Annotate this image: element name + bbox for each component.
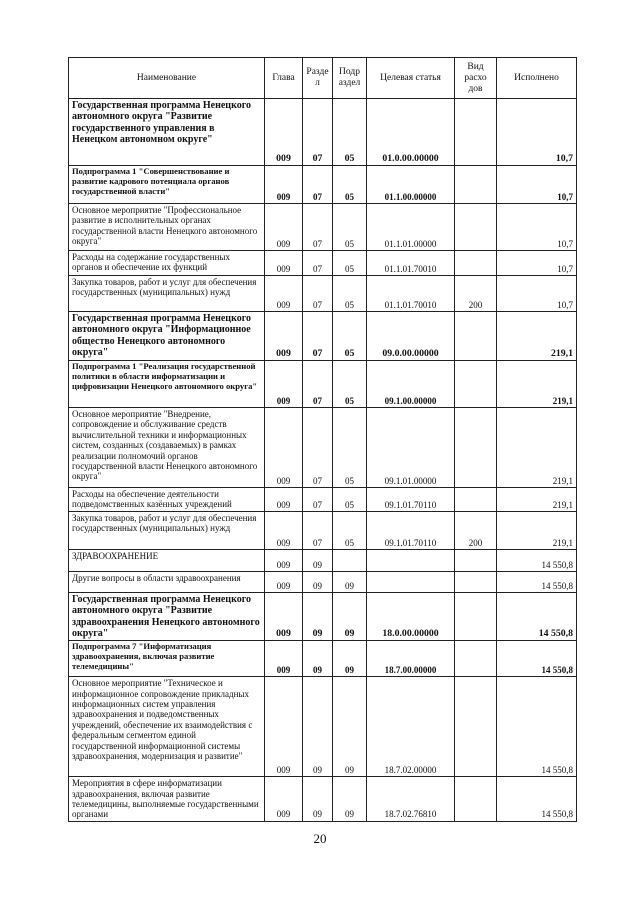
cell-podrazdel: 05 bbox=[333, 251, 367, 276]
cell-tselevaya: 18.7.00.00000 bbox=[367, 641, 455, 677]
cell-vid bbox=[455, 251, 497, 276]
cell-vid bbox=[455, 408, 497, 488]
table-row bbox=[69, 166, 577, 204]
cell-razdel: 07 bbox=[303, 408, 333, 488]
cell-tselevaya: 09.1.00.00000 bbox=[367, 361, 455, 408]
cell-glava: 009 bbox=[265, 251, 303, 276]
cell-podrazdel: 05 bbox=[333, 204, 367, 251]
cell-name: Государственная программа Ненецкого автономного округа "Развитие здравоохранения Ненецкого автономного округа" bbox=[69, 593, 265, 641]
cell-name: Расходы на обеспечение деятельности подведомственных казённых учреждений bbox=[69, 488, 265, 512]
cell-ispolneno: 14 550,8 bbox=[497, 550, 577, 572]
cell-glava: 009 bbox=[265, 512, 303, 550]
cell-vid bbox=[455, 641, 497, 677]
cell-ispolneno: 14 550,8 bbox=[497, 641, 577, 677]
cell-vid bbox=[455, 204, 497, 251]
cell-podrazdel: 05 bbox=[333, 99, 367, 166]
cell-podrazdel: 09 bbox=[333, 777, 367, 822]
table-row bbox=[69, 312, 577, 361]
table-row bbox=[69, 251, 577, 276]
table-row bbox=[69, 408, 577, 488]
cell-razdel: 07 bbox=[303, 204, 333, 251]
cell-podrazdel: 09 bbox=[333, 677, 367, 777]
header-row bbox=[69, 58, 577, 99]
table-row bbox=[69, 593, 577, 641]
cell-razdel: 07 bbox=[303, 251, 333, 276]
cell-vid bbox=[455, 488, 497, 512]
table-row bbox=[69, 276, 577, 312]
cell-tselevaya: 18.7.02.00000 bbox=[367, 677, 455, 777]
cell-name: Закупка товаров, работ и услуг для обеспечения государственных (муниципальных) нужд bbox=[69, 276, 265, 312]
cell-podrazdel: 05 bbox=[333, 361, 367, 408]
cell-name: ЗДРАВООХРАНЕНИЕ bbox=[69, 550, 265, 572]
cell-ispolneno: 219,1 bbox=[497, 361, 577, 408]
cell-name: Мероприятия в сфере информатизации здравоохранения, включая развитие телемедицины, выполняемые государственными органами bbox=[69, 777, 265, 822]
cell-razdel: 09 bbox=[303, 593, 333, 641]
cell-ispolneno: 14 550,8 bbox=[497, 572, 577, 593]
cell-ispolneno: 10,7 bbox=[497, 99, 577, 166]
table-row bbox=[69, 99, 577, 166]
cell-razdel: 07 bbox=[303, 166, 333, 204]
cell-vid bbox=[455, 572, 497, 593]
table-row bbox=[69, 361, 577, 408]
cell-razdel: 09 bbox=[303, 550, 333, 572]
cell-tselevaya: 09.1.01.00000 bbox=[367, 408, 455, 488]
cell-glava: 009 bbox=[265, 312, 303, 361]
cell-glava: 009 bbox=[265, 572, 303, 593]
cell-name: Основное мероприятие "Техническое и информационное сопровождение прикладных информационных систем управления здравоохранения и подведомственных учреждений, обеспечение их взаимодействия с федеральным сегментом единой государственной информационной системы здравоохранения, модернизация и развитие" bbox=[69, 677, 265, 777]
cell-tselevaya: 01.1.01.70010 bbox=[367, 276, 455, 312]
cell-name: Подпрограмма 1 "Совершенствование и развитие кадрового потенциала органов государственной власти" bbox=[69, 166, 265, 204]
cell-vid bbox=[455, 550, 497, 572]
cell-name: Подпрограмма 7 "Информатизация здравоохранения, включая развитие телемедицины" bbox=[69, 641, 265, 677]
cell-vid bbox=[455, 777, 497, 822]
cell-ispolneno: 14 550,8 bbox=[497, 777, 577, 822]
cell-podrazdel bbox=[333, 550, 367, 572]
cell-razdel: 09 bbox=[303, 572, 333, 593]
cell-ispolneno: 219,1 bbox=[497, 488, 577, 512]
cell-razdel: 07 bbox=[303, 361, 333, 408]
cell-glava: 009 bbox=[265, 204, 303, 251]
cell-ispolneno: 14 550,8 bbox=[497, 593, 577, 641]
cell-tselevaya: 09.1.01.70110 bbox=[367, 512, 455, 550]
header-tselevaya-statya: Целевая статья bbox=[367, 58, 455, 99]
table-row bbox=[69, 677, 577, 777]
cell-vid bbox=[455, 166, 497, 204]
cell-podrazdel: 05 bbox=[333, 488, 367, 512]
cell-glava: 009 bbox=[265, 99, 303, 166]
cell-podrazdel: 05 bbox=[333, 512, 367, 550]
cell-razdel: 07 bbox=[303, 99, 333, 166]
cell-name: Основное мероприятие "Внедрение, сопровождение и обслуживание средств вычислительной техники и информационных систем, созданных (создаваемых) в рамках реализации полномочий органов государственной власти Ненецкого автономного округа" bbox=[69, 408, 265, 488]
cell-glava: 009 bbox=[265, 677, 303, 777]
cell-name: Государственная программа Ненецкого автономного округа "Информационное общество Ненецкого автономного округа" bbox=[69, 312, 265, 361]
cell-razdel: 07 bbox=[303, 312, 333, 361]
table-row bbox=[69, 550, 577, 572]
cell-vid bbox=[455, 312, 497, 361]
table-row bbox=[69, 488, 577, 512]
table-row bbox=[69, 777, 577, 822]
cell-podrazdel: 05 bbox=[333, 166, 367, 204]
cell-ispolneno: 10,7 bbox=[497, 204, 577, 251]
table-row bbox=[69, 641, 577, 677]
cell-glava: 009 bbox=[265, 550, 303, 572]
cell-razdel: 07 bbox=[303, 276, 333, 312]
cell-vid bbox=[455, 593, 497, 641]
cell-razdel: 09 bbox=[303, 641, 333, 677]
cell-glava: 009 bbox=[265, 408, 303, 488]
cell-tselevaya: 01.1.01.70010 bbox=[367, 251, 455, 276]
cell-podrazdel: 05 bbox=[333, 408, 367, 488]
cell-razdel: 07 bbox=[303, 488, 333, 512]
cell-vid: 200 bbox=[455, 276, 497, 312]
cell-podrazdel: 09 bbox=[333, 572, 367, 593]
cell-tselevaya: 01.0.00.00000 bbox=[367, 99, 455, 166]
header-vid-raskhodov: Вид расхо дов bbox=[455, 58, 497, 99]
cell-ispolneno: 219,1 bbox=[497, 512, 577, 550]
cell-name: Государственная программа Ненецкого автономного округа "Развитие государственного управления в Ненецком автономном округе" bbox=[69, 99, 265, 166]
cell-vid bbox=[455, 99, 497, 166]
header-name: Наименование bbox=[69, 58, 265, 99]
cell-ispolneno: 219,1 bbox=[497, 312, 577, 361]
cell-ispolneno: 10,7 bbox=[497, 276, 577, 312]
cell-glava: 009 bbox=[265, 641, 303, 677]
table-row bbox=[69, 572, 577, 593]
cell-name: Другие вопросы в области здравоохранения bbox=[69, 572, 265, 593]
cell-tselevaya: 01.1.01.00000 bbox=[367, 204, 455, 251]
cell-name: Подпрограмма 1 "Реализация государственной политики в области информатизации и цифровизации Ненецкого автономного округа" bbox=[69, 361, 265, 408]
table-row bbox=[69, 512, 577, 550]
cell-vid: 200 bbox=[455, 512, 497, 550]
cell-ispolneno: 219,1 bbox=[497, 408, 577, 488]
cell-tselevaya: 09.0.00.00000 bbox=[367, 312, 455, 361]
cell-tselevaya: 18.0.00.00000 bbox=[367, 593, 455, 641]
cell-podrazdel: 05 bbox=[333, 312, 367, 361]
cell-podrazdel: 05 bbox=[333, 276, 367, 312]
table-row bbox=[69, 204, 577, 251]
cell-tselevaya bbox=[367, 572, 455, 593]
cell-ispolneno: 10,7 bbox=[497, 251, 577, 276]
cell-tselevaya: 01.1.00.00000 bbox=[367, 166, 455, 204]
cell-name: Основное мероприятие "Профессиональное развитие в исполнительных органах государственной власти Ненецкого автономного округа" bbox=[69, 204, 265, 251]
cell-glava: 009 bbox=[265, 593, 303, 641]
header-podrazdel: Подр аздел bbox=[333, 58, 367, 99]
cell-tselevaya: 09.1.01.70110 bbox=[367, 488, 455, 512]
cell-glava: 009 bbox=[265, 166, 303, 204]
cell-podrazdel: 09 bbox=[333, 641, 367, 677]
cell-glava: 009 bbox=[265, 361, 303, 408]
cell-podrazdel: 09 bbox=[333, 593, 367, 641]
cell-ispolneno: 14 550,8 bbox=[497, 677, 577, 777]
cell-vid bbox=[455, 361, 497, 408]
header-ispolneno: Исполнено bbox=[497, 58, 577, 99]
cell-razdel: 09 bbox=[303, 677, 333, 777]
budget-sheet bbox=[68, 57, 576, 822]
cell-razdel: 07 bbox=[303, 512, 333, 550]
cell-ispolneno: 10,7 bbox=[497, 166, 577, 204]
header-glava: Глава bbox=[265, 58, 303, 99]
page-number: 20 bbox=[313, 831, 327, 846]
header-razdel: Разде л bbox=[303, 58, 333, 99]
cell-glava: 009 bbox=[265, 488, 303, 512]
cell-name: Закупка товаров, работ и услуг для обеспечения государственных (муниципальных) нужд bbox=[69, 512, 265, 550]
cell-glava: 009 bbox=[265, 777, 303, 822]
budget-table bbox=[68, 57, 577, 822]
cell-tselevaya: 18.7.02.76810 bbox=[367, 777, 455, 822]
cell-tselevaya bbox=[367, 550, 455, 572]
cell-razdel: 09 bbox=[303, 777, 333, 822]
cell-name: Расходы на содержание государственных органов и обеспечение их функций bbox=[69, 251, 265, 276]
table-body bbox=[69, 99, 577, 822]
cell-glava: 009 bbox=[265, 276, 303, 312]
cell-vid bbox=[455, 677, 497, 777]
